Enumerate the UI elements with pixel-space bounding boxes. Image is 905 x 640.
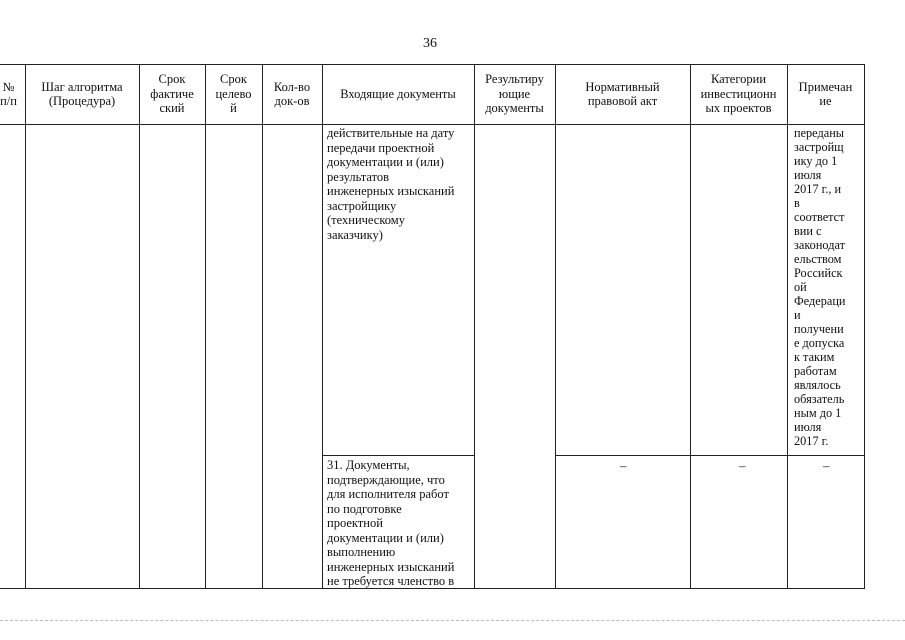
header-step: Шаг алгоритма (Процедура) bbox=[41, 79, 123, 108]
header-num: № п/п bbox=[0, 79, 17, 108]
row-divider-input bbox=[322, 455, 474, 456]
header-target-term: Срок целево й bbox=[215, 72, 252, 116]
header-doc-count: Кол-во док-ов bbox=[273, 79, 311, 108]
header-actual-term: Срок фактиче ский bbox=[150, 72, 194, 116]
col-border-3 bbox=[205, 64, 206, 589]
page-number: 36 bbox=[423, 36, 437, 51]
header-legal-act: Нормативный правовой акт bbox=[585, 79, 660, 108]
row-divider-right bbox=[555, 455, 865, 456]
header-input-docs: Входящие документы bbox=[340, 86, 456, 101]
col-border-4 bbox=[262, 64, 263, 589]
page-bottom-edge bbox=[0, 620, 905, 621]
row2-categories: – bbox=[739, 458, 746, 473]
col-border-1 bbox=[25, 64, 26, 589]
row1-input-docs: действительные на дату передачи проектной документации и (или) результатов инженерных изысканий застройщику (техническому заказчику) bbox=[327, 126, 455, 242]
row2-note: – bbox=[823, 458, 830, 473]
col-border-8 bbox=[690, 64, 691, 589]
header-bottom-border bbox=[0, 124, 865, 125]
col-border-5 bbox=[322, 64, 323, 589]
col-border-7 bbox=[555, 64, 556, 589]
row2-input-docs: 31. Документы, подтверждающие, что для исполнителя работ по подготовке проектной документации и (или) выполнению инженерных изысканий не требуется членство в bbox=[327, 458, 455, 588]
header-categories: Категории инвестиционн ых проектов bbox=[700, 72, 777, 116]
row2-legal-act: – bbox=[620, 458, 627, 473]
col-border-9 bbox=[787, 64, 788, 589]
header-note: Примечан ие bbox=[798, 79, 853, 108]
col-border-10 bbox=[864, 64, 865, 589]
header-result-docs: Результиру ющие документы bbox=[485, 72, 544, 116]
col-border-2 bbox=[139, 64, 140, 589]
row1-note: переданы застройщ ику до 1 июля 2017 г., и в соответст вии с законодат ельством Российск ой Федераци и получени е допуска к таким работам являлось обязатель ным до 1 июля 2017 г. bbox=[794, 126, 846, 448]
